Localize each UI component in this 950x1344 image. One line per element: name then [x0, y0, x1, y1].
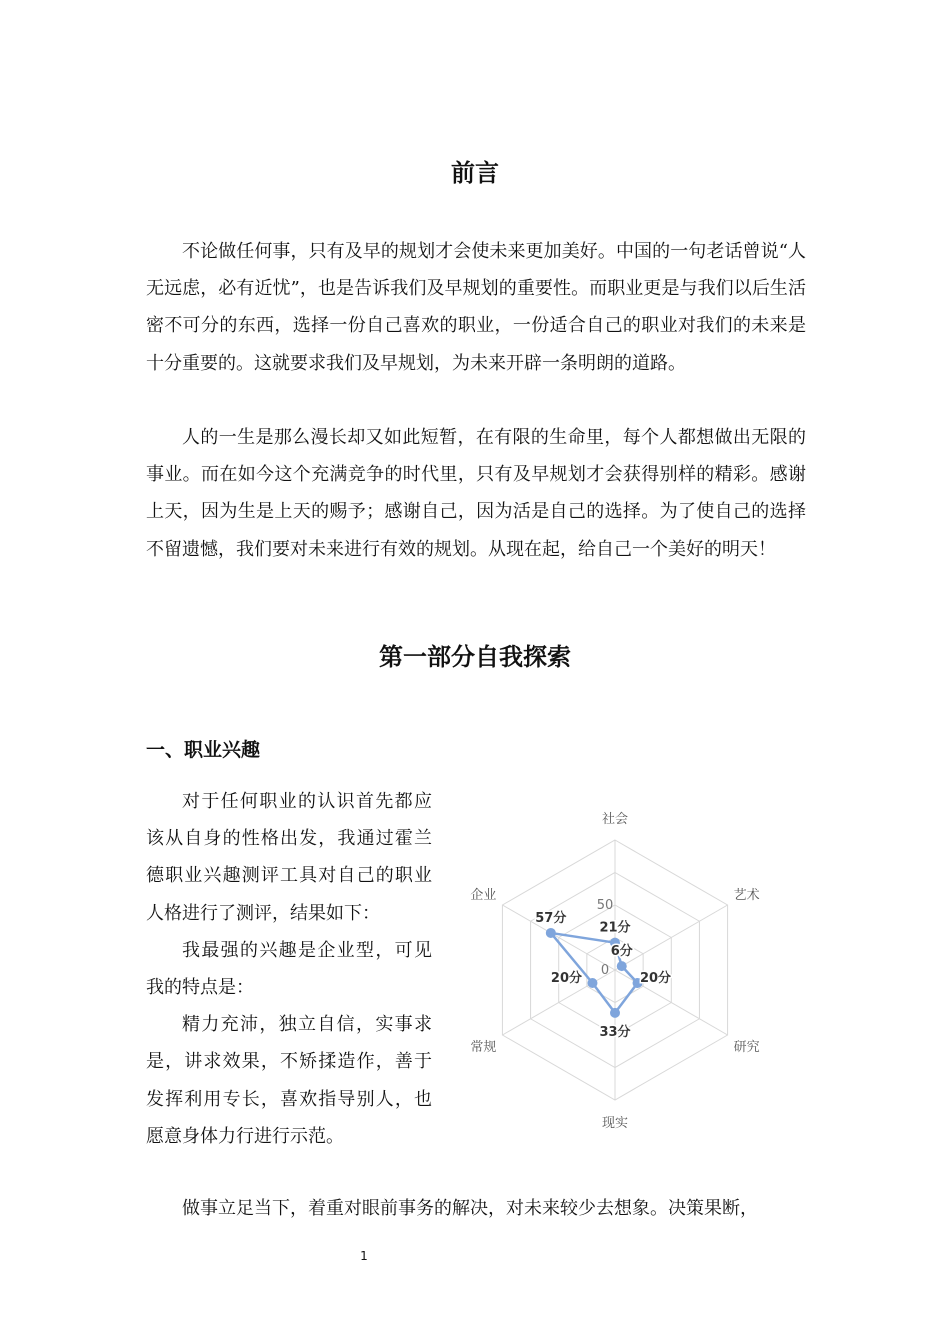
- preface-title: 前言: [451, 159, 499, 187]
- radar-data-label: 57分: [535, 910, 567, 926]
- interest-paragraph-2: 我最强的兴趣是企业型，可见我的特点是：: [146, 939, 432, 999]
- radar-tick-label: 50: [596, 898, 614, 913]
- radar-data-point: [610, 1008, 620, 1018]
- section-heading-career-interest: 一、职业兴趣: [146, 739, 261, 761]
- radar-data-point: [546, 928, 556, 938]
- radar-category-label: 现实: [601, 1116, 629, 1131]
- radar-data-label: 21分: [599, 920, 631, 936]
- radar-category-label: 企业: [470, 888, 497, 903]
- interest-paragraph-4: 做事立足当下，着重对眼前事务的解决，对未来较少去想象。决策果断，: [182, 1198, 758, 1219]
- radar-category-label: 艺术: [733, 888, 760, 903]
- radar-data-point: [587, 978, 597, 988]
- radar-category-label: 社会: [601, 812, 629, 827]
- radar-category-label: 研究: [733, 1040, 760, 1055]
- radar-tick-label: 0: [600, 963, 610, 978]
- radar-data-label: 20分: [550, 971, 583, 986]
- radar-data-label: 20分: [639, 971, 672, 986]
- interest-paragraph-1: 对于任何职业的认识首先都应该从自身的性格出发，我通过霍兰德职业兴趣测评工具对自己的职业人格进行了测评，结果如下：: [146, 791, 432, 924]
- radar-data-point: [617, 961, 627, 971]
- interest-paragraph-3: 精力充沛，独立自信，实事求是，讲求效果，不矫揉造作，善于发挥利用专长，喜欢指导别人，也愿意身体力行进行示范。: [146, 1014, 432, 1147]
- holland-radar-chart: [440, 800, 800, 1150]
- part1-title: 第一部分自我探索: [379, 643, 571, 671]
- interest-text-column: [146, 783, 432, 1155]
- radar-tick-labels: [597, 898, 614, 978]
- preface-paragraph-1: 不论做任何事，只有及早的规划才会使未来更加美好。中国的一句老话曾说“人无远虑，必有近忧”，也是告诉我们及早规划的重要性。而职业更是与我们以后生活密不可分的东西，选择一份自己喜欢的职业，一份适合自己的职业对我们的未来是十分重要的。这就要求我们及早规划，为未来开辟一条明朗的道路。: [146, 241, 806, 374]
- preface-paragraph-2: 人的一生是那么漫长却又如此短暂，在有限的生命里，每个人都想做出无限的事业。而在如今这个充满竞争的时代里，只有及早规划才会获得别样的精彩。感谢上天，因为生是上天的赐予；感谢自己，因为活是自己的选择。为了使自己的选择不留遗憾，我们要对未来进行有效的规划。从现在起，给自己一个美好的明天！: [146, 427, 806, 560]
- radar-chart-svg: [440, 800, 800, 1150]
- page-number: 1: [360, 1249, 368, 1263]
- radar-category-label: 常规: [470, 1040, 497, 1055]
- radar-axes: [502, 840, 727, 1100]
- radar-data-label: 33分: [599, 1024, 631, 1040]
- radar-data-label: 6分: [610, 944, 633, 960]
